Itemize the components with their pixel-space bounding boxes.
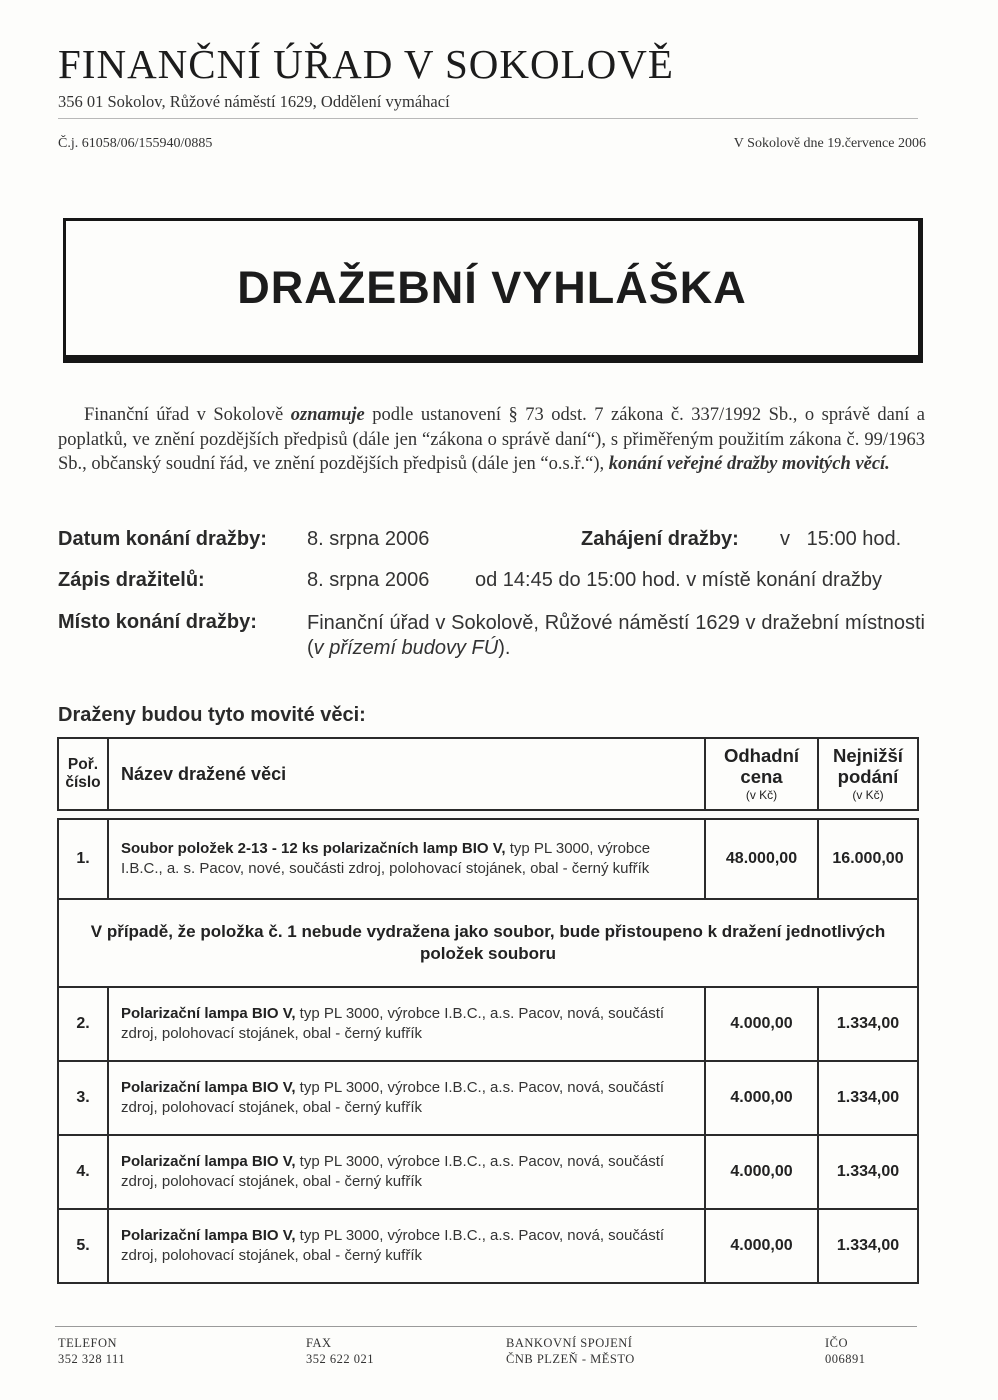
row-number: 3. bbox=[58, 1061, 108, 1135]
office-name: FINANČNÍ ÚŘAD V SOKOLOVĚ bbox=[58, 41, 674, 87]
row-number: 4. bbox=[58, 1135, 108, 1209]
intro-paragraph bbox=[58, 403, 925, 477]
ico-label: IČO bbox=[825, 1336, 849, 1350]
header-estimate bbox=[705, 738, 818, 810]
row-description bbox=[108, 1061, 705, 1135]
table-row bbox=[58, 819, 918, 899]
row-estimate: 4.000,00 bbox=[705, 1209, 818, 1283]
row-estimate: 4.000,00 bbox=[705, 987, 818, 1061]
auction-start-label: Zahájení dražby: bbox=[581, 528, 739, 550]
place-text-2: ). bbox=[498, 637, 511, 659]
office-address: 356 01 Sokolov, Růžové náměstí 1629, Oddělení vymáhací bbox=[58, 92, 450, 111]
table-note: V případě, že položka č. 1 nebude vydražena jako soubor, bude přistoupeno k dražení jednotlivých položek souboru bbox=[58, 899, 918, 987]
place-text-1: Finanční úřad v Sokolově, Růžové náměstí 1629 v dražební místnosti ( bbox=[307, 612, 925, 659]
row-name-rest: typ PL 3000, výrobce I.B.C., a. s. Pacov, nové, součásti zdroj, polohovací stojánek, obal - černý kufřík bbox=[121, 840, 651, 877]
row-description bbox=[108, 1209, 705, 1283]
row-estimate: 4.000,00 bbox=[705, 1135, 818, 1209]
registration-label: Zápis dražitelů: bbox=[58, 569, 205, 591]
row-minimum-bid: 16.000,00 bbox=[818, 819, 918, 899]
intro-part1: Finanční úřad v Sokolově bbox=[84, 405, 291, 425]
footer-fax bbox=[306, 1335, 374, 1367]
row-name-bold: Polarizační lampa BIO V, bbox=[121, 1153, 296, 1170]
ico-number: 006891 bbox=[825, 1352, 866, 1366]
auction-start-value: v 15:00 hod. bbox=[780, 528, 902, 550]
row-name-rest: typ PL 3000, výrobce I.B.C., a.s. Pacov, nová, součástí zdroj, polohovací stojánek, obal - černý kufřík bbox=[121, 1227, 665, 1264]
row-name-rest: typ PL 3000, výrobce I.B.C., a.s. Pacov, nová, součástí zdroj, polohovací stojánek, obal - černý kufřík bbox=[121, 1005, 665, 1042]
row-description bbox=[108, 819, 705, 899]
items-table-header bbox=[57, 737, 919, 811]
header-minimum-unit: (v Kč) bbox=[852, 787, 884, 802]
intro-part2: podle ustanovení § 73 odst. 7 zákona č. 337/1992 Sb., o správě daní a poplatků, ve znění pozdějších předpisů (dále jen “zákona o správě daní“), s přiměřeným použitím zákona č. 99/1963 Sb., občanský soudní řád, ve znění pozdějších předpisů (dále jen “o.s.ř.“), bbox=[58, 405, 925, 474]
header-estimate-unit: (v Kč) bbox=[745, 787, 778, 802]
row-name-bold: Soubor položek 2-13 - 12 ks polarizačních lamp BIO V, bbox=[121, 840, 506, 857]
header-estimate-label: Odhadní cena bbox=[723, 744, 800, 787]
title-box bbox=[63, 218, 923, 363]
header-order-number: Poř. číslo bbox=[58, 738, 108, 810]
row-number: 1. bbox=[58, 819, 108, 899]
header-minimum-bid bbox=[818, 738, 918, 810]
footer-phone bbox=[58, 1335, 125, 1367]
table-row bbox=[58, 1135, 918, 1209]
items-table bbox=[57, 818, 919, 1284]
row-minimum-bid: 1.334,00 bbox=[818, 987, 918, 1061]
footer-ico bbox=[825, 1335, 866, 1367]
row-minimum-bid: 1.334,00 bbox=[818, 1209, 918, 1283]
intro-emphasis: oznamuje bbox=[290, 405, 365, 425]
table-note-row bbox=[58, 899, 918, 987]
header-minimum-label: Nejnižší podání bbox=[833, 744, 903, 787]
row-number: 2. bbox=[58, 987, 108, 1061]
row-estimate: 4.000,00 bbox=[705, 1061, 818, 1135]
items-heading: Draženy budou tyto movité věci: bbox=[58, 704, 366, 726]
bank-name: ČNB PLZEŇ - MĚSTO bbox=[506, 1352, 635, 1366]
fax-number: 352 622 021 bbox=[306, 1352, 374, 1366]
footer-bank bbox=[506, 1335, 635, 1367]
phone-number: 352 328 111 bbox=[58, 1352, 126, 1366]
row-minimum-bid: 1.334,00 bbox=[818, 1135, 918, 1209]
row-name-bold: Polarizační lampa BIO V, bbox=[121, 1079, 296, 1096]
table-row bbox=[58, 987, 918, 1061]
row-minimum-bid: 1.334,00 bbox=[818, 1061, 918, 1135]
auction-place-label: Místo konání dražby: bbox=[58, 611, 257, 633]
row-description bbox=[108, 1135, 705, 1209]
reference-number: Č.j. 61058/06/155940/0885 bbox=[58, 136, 213, 151]
row-name-rest: typ PL 3000, výrobce I.B.C., a.s. Pacov, nová, součástí zdroj, polohovací stojánek, obal - černý kufřík bbox=[121, 1153, 665, 1190]
header-item-name: Název dražené věci bbox=[108, 738, 705, 810]
document-title: DRAŽEBNÍ VYHLÁŠKA bbox=[237, 262, 747, 313]
phone-label: TELEFON bbox=[58, 1336, 118, 1350]
fax-label: FAX bbox=[306, 1336, 332, 1350]
row-name-bold: Polarizační lampa BIO V, bbox=[121, 1227, 296, 1244]
header-divider bbox=[58, 118, 918, 119]
table-row bbox=[58, 1209, 918, 1283]
row-description bbox=[108, 987, 705, 1061]
registration-date: 8. srpna 2006 bbox=[307, 569, 430, 591]
issue-date-place: V Sokolově dne 19.července 2006 bbox=[733, 136, 926, 151]
row-name-bold: Polarizační lampa BIO V, bbox=[121, 1005, 296, 1022]
auction-date-value: 8. srpna 2006 bbox=[307, 528, 430, 550]
row-name-rest: typ PL 3000, výrobce I.B.C., a.s. Pacov, nová, součástí zdroj, polohovací stojánek, obal - černý kufřík bbox=[121, 1079, 665, 1116]
footer-divider bbox=[55, 1326, 917, 1327]
auction-place-value bbox=[307, 611, 925, 661]
registration-time: od 14:45 do 15:00 hod. v místě konání dražby bbox=[475, 569, 882, 591]
bank-label: BANKOVNÍ SPOJENÍ bbox=[506, 1336, 633, 1350]
auction-date-label: Datum konání dražby: bbox=[58, 528, 267, 550]
intro-emphasis-2: konání veřejné dražby movitých věcí. bbox=[608, 454, 890, 474]
row-estimate: 48.000,00 bbox=[705, 819, 818, 899]
place-text-italic: v přízemí budovy FÚ bbox=[313, 637, 499, 659]
row-number: 5. bbox=[58, 1209, 108, 1283]
table-row bbox=[58, 1061, 918, 1135]
